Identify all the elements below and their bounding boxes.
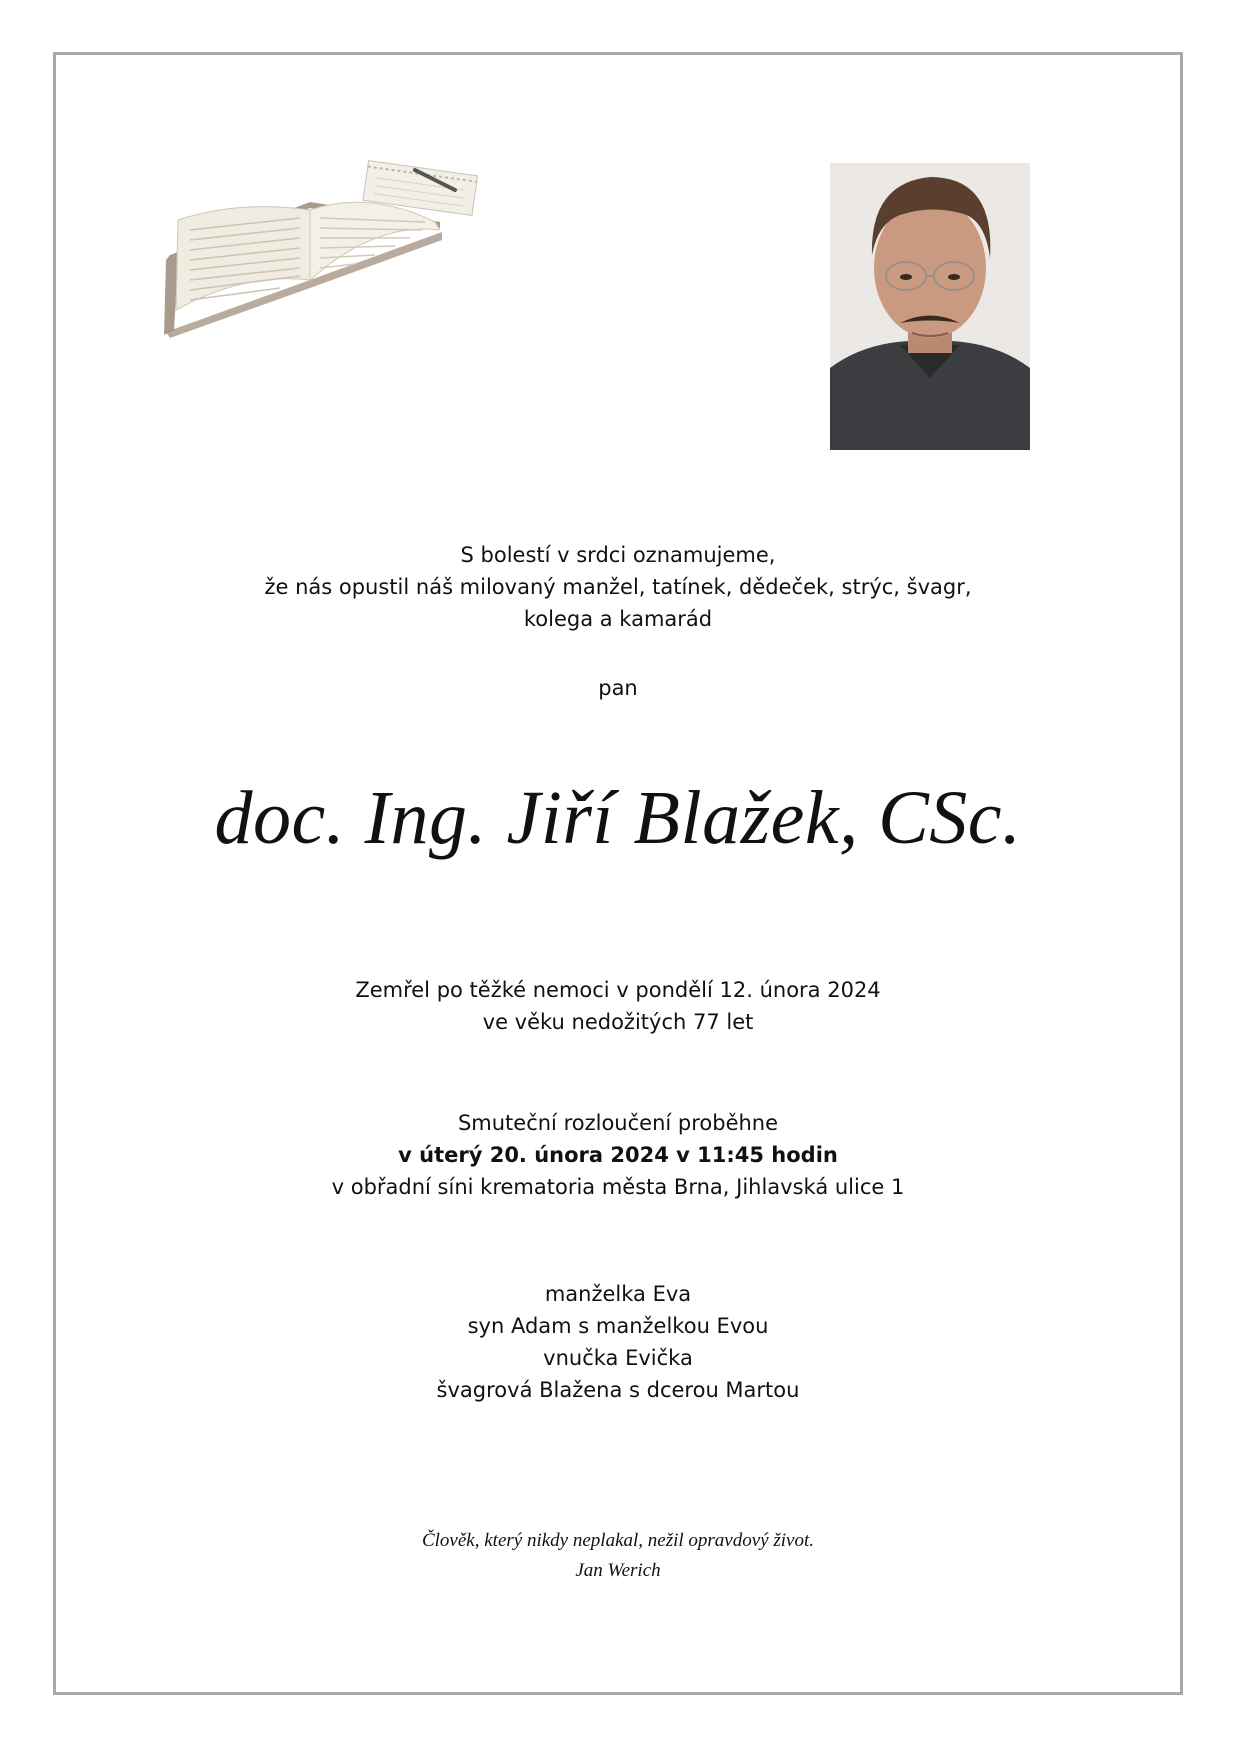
family-member: vnučka Evička xyxy=(543,1346,693,1370)
funeral-line-1: Smuteční rozloučení proběhne xyxy=(457,1111,779,1135)
quote xyxy=(53,1526,1183,1586)
deceased-name: doc. Ing. Jiří Blažek, CSc. xyxy=(214,776,1022,860)
intro-line-3: kolega a kamarád xyxy=(523,607,713,631)
death-line-2: ve věku nedožitých 77 let xyxy=(482,1010,754,1034)
funeral-date-time: v úterý 20. února 2024 v 11:45 hodin xyxy=(398,1143,838,1167)
family-member: syn Adam s manželkou Evou xyxy=(467,1314,769,1338)
intro-line-1: S bolestí v srdci oznamujeme, xyxy=(460,543,776,567)
quote-author: Jan Werich xyxy=(575,1560,661,1581)
portrait-image xyxy=(830,163,1030,450)
funeral-location: v obřadní síni krematoria města Brna, Jihlavská ulice 1 xyxy=(331,1175,905,1199)
intro-line-2: že nás opustil náš milovaný manžel, tatínek, dědeček, strýc, švagr, xyxy=(264,575,972,599)
intro-text xyxy=(53,539,1183,635)
family-list xyxy=(53,1278,1183,1406)
death-line-1: Zemřel po těžké nemoci v pondělí 12. února 2024 xyxy=(355,978,881,1002)
funeral-info xyxy=(53,1107,1183,1203)
family-member: švagrová Blažena s dcerou Martou xyxy=(436,1378,800,1402)
family-member: manželka Eva xyxy=(544,1282,692,1306)
death-notice xyxy=(53,974,1183,1038)
portrait-photo xyxy=(830,163,1030,450)
open-book-icon xyxy=(160,160,505,340)
quote-text: Člověk, který nikdy neplakal, nežil opravdový život. xyxy=(421,1530,814,1551)
salutation: pan xyxy=(598,676,638,700)
